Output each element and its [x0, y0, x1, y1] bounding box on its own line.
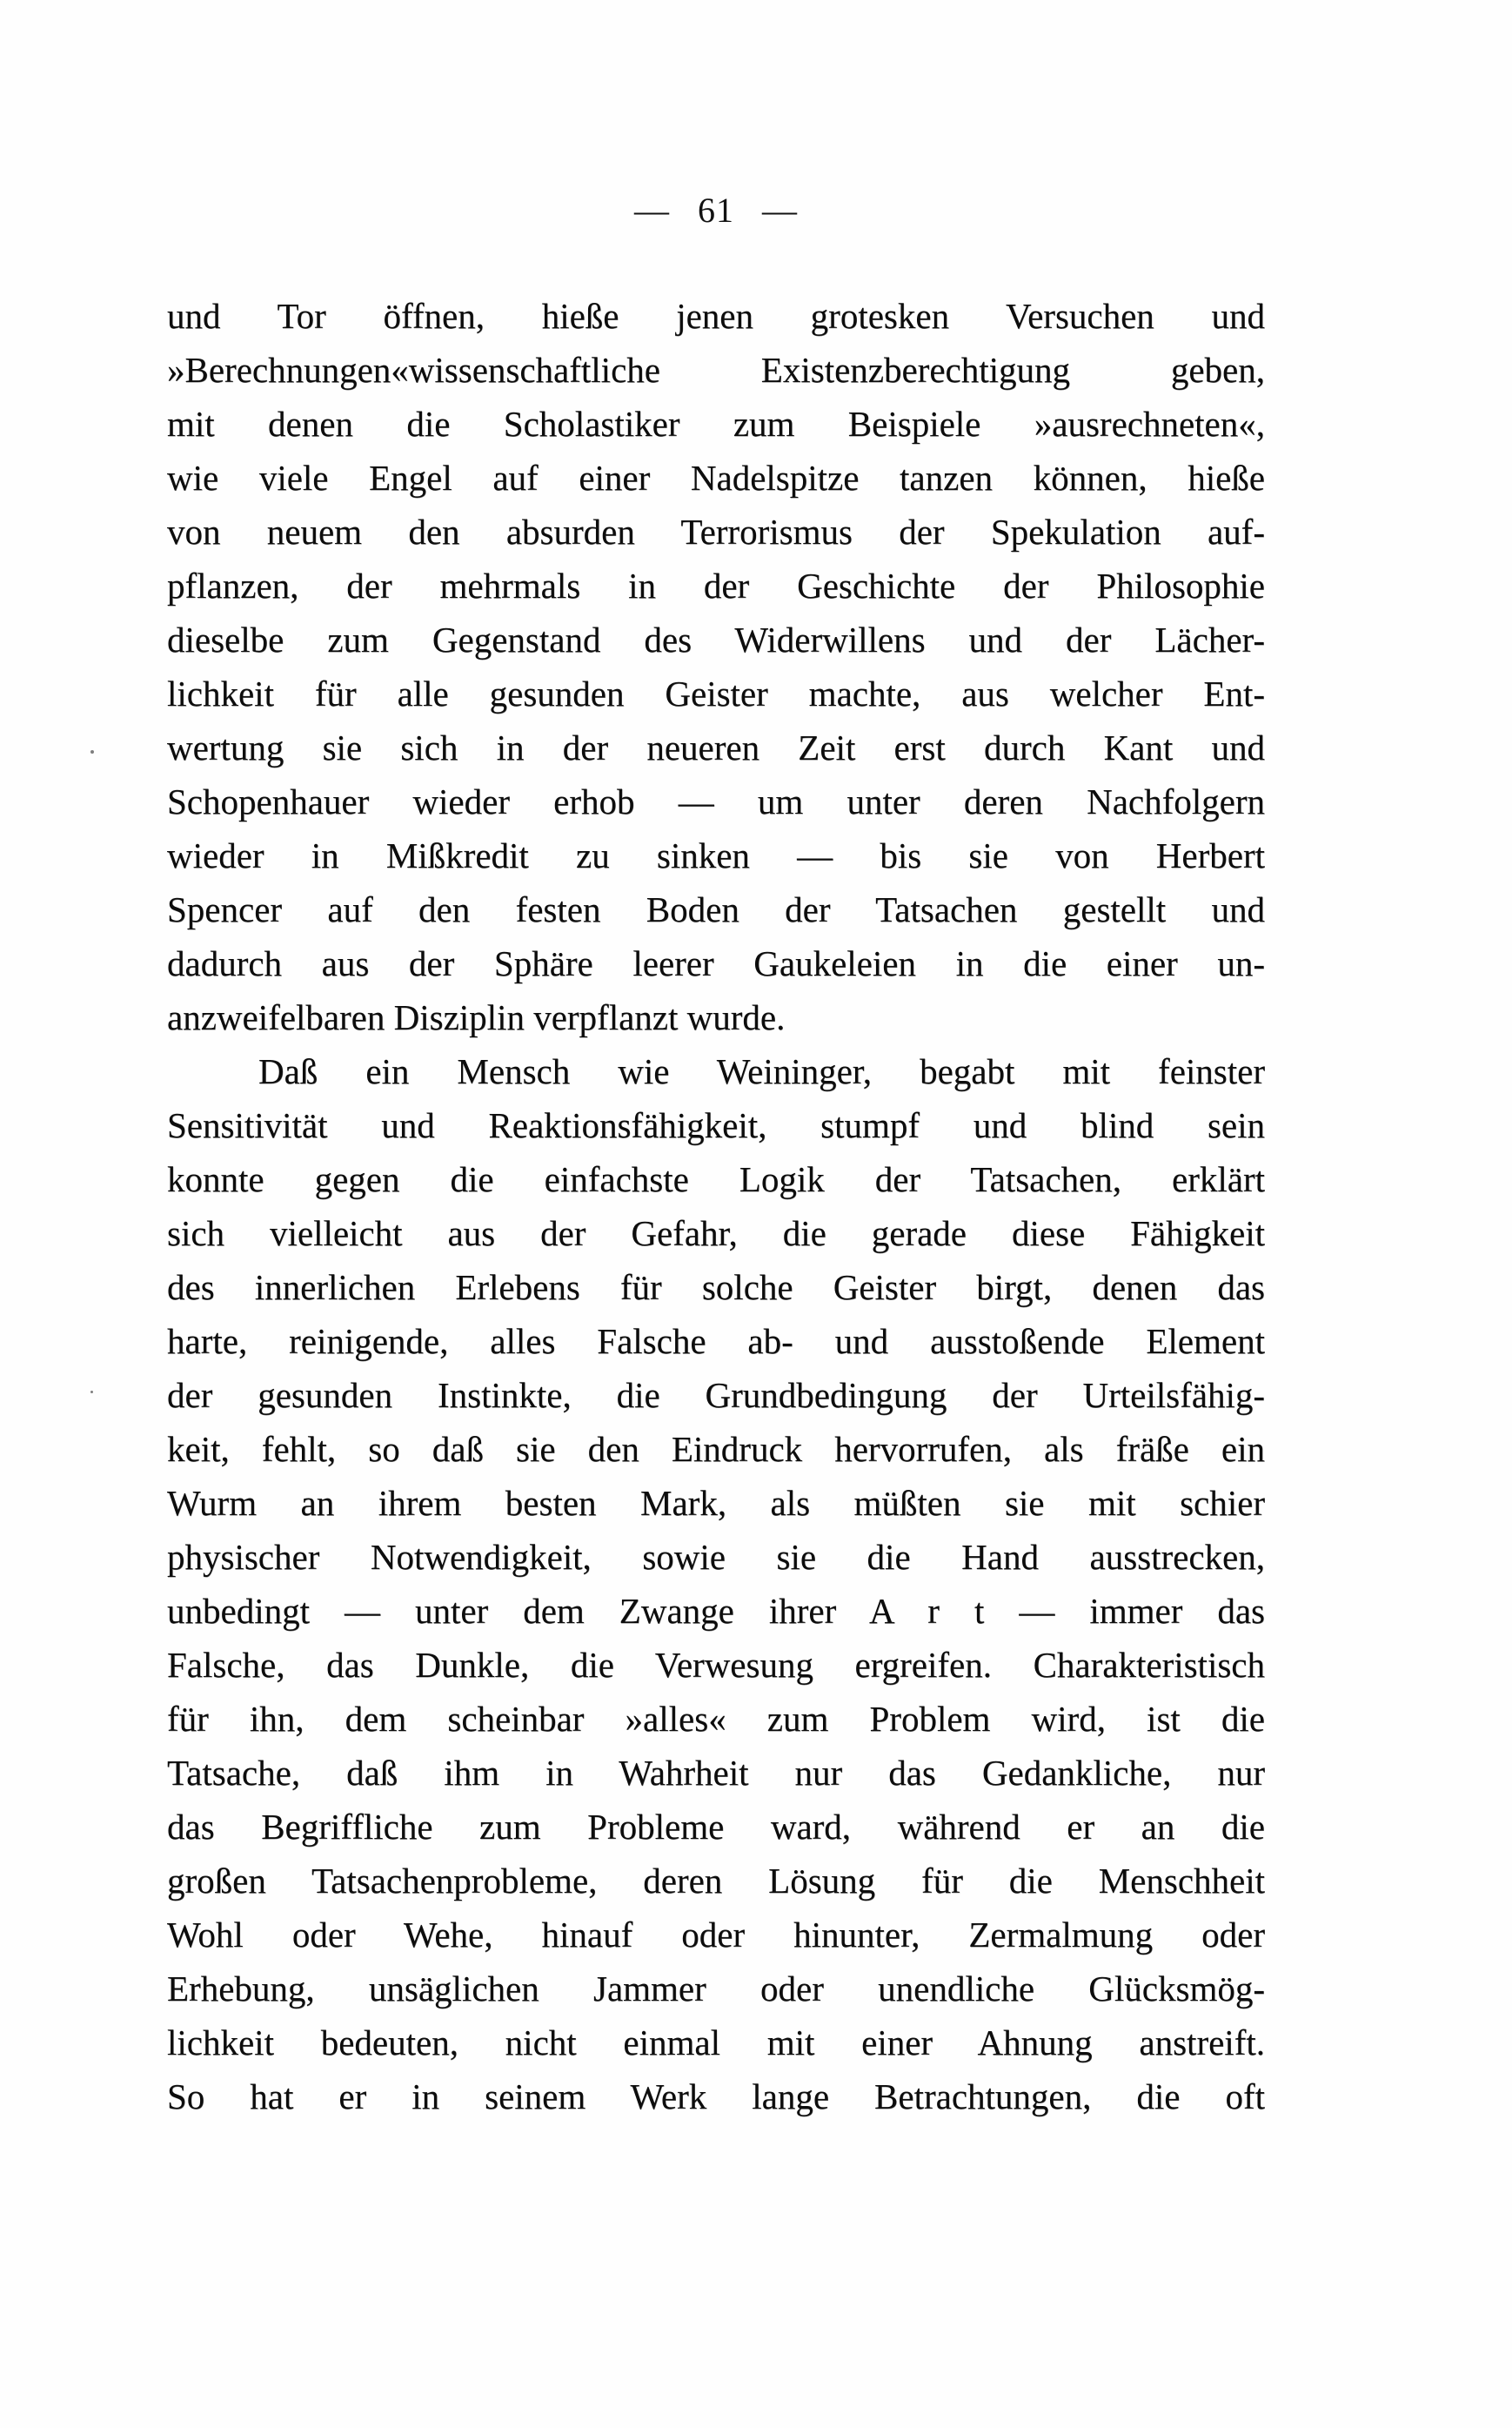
text-line: lichkeit bedeuten, nicht einmal mit einer Ahnung anstreift. [167, 2022, 1265, 2062]
text-line: Wurm an ihrem besten Mark, als müßten sie mit schier [167, 1483, 1265, 1523]
text-line: Schopenhauer wieder erhob — um unter deren Nachfolgern [167, 781, 1265, 822]
text-line: des innerlichen Erlebens für solche Geister birgt, denen das [167, 1267, 1265, 1307]
text-line: keit, fehlt, so daß sie den Eindruck hervorrufen, als fräße ein [167, 1429, 1265, 1469]
text-line: großen Tatsachenprobleme, deren Lösung für die Menschheit [167, 1861, 1265, 1901]
text-line: Spencer auf den festen Boden der Tatsachen gestellt und [167, 889, 1265, 929]
text-line: konnte gegen die einfachste Logik der Tatsachen, erklärt [167, 1159, 1265, 1199]
text-line: Wohl oder Wehe, hinauf oder hinunter, Zermalmung oder [167, 1915, 1265, 1955]
text-line: wie viele Engel auf einer Nadelspitze tanzen können, hieße [167, 458, 1265, 498]
paragraph-1 [167, 289, 1265, 1044]
text-line: So hat er in seinem Werk lange Betrachtungen, die oft [167, 2076, 1265, 2116]
text-line: Falsche, das Dunkle, die Verwesung ergreifen. Charakteristisch [167, 1645, 1265, 1685]
text-line: physischer Notwendigkeit, sowie sie die Hand ausstrecken, [167, 1537, 1265, 1577]
text-line: wieder in Mißkredit zu sinken — bis sie von Herbert [167, 835, 1265, 875]
page-header [167, 190, 1265, 231]
text-line: anzweifelbaren Disziplin verpflanzt wurde. [167, 997, 786, 1037]
text-line: mit denen die Scholastiker zum Beispiele »ausrechneten«, [167, 404, 1265, 444]
text-line: sich vielleicht aus der Gefahr, die gerade diese Fähigkeit [167, 1213, 1265, 1253]
text-line: für ihn, dem scheinbar »alles« zum Problem wird, ist die [167, 1699, 1265, 1739]
text-line: harte, reinigende, alles Falsche ab- und ausstoßende Element [167, 1321, 1265, 1361]
text-line: das Begriffliche zum Probleme ward, während er an die [167, 1807, 1265, 1847]
text-line: und Tor öffnen, hieße jenen grotesken Versuchen und [167, 296, 1265, 336]
text-line: Tatsache, daß ihm in Wahrheit nur das Gedankliche, nur [167, 1753, 1265, 1793]
text-line: »Berechnungen«wissenschaftliche Existenzberechtigung geben, [167, 350, 1265, 390]
text-line: dieselbe zum Gegenstand des Widerwillens und der Lächer- [167, 620, 1265, 660]
text-line: dadurch aus der Sphäre leerer Gaukeleien in die einer un- [167, 943, 1265, 983]
text-line: Sensitivität und Reaktionsfähigkeit, stumpf und blind sein [167, 1105, 1265, 1145]
paragraph-2 [167, 1044, 1265, 2123]
text-line: unbedingt — unter dem Zwange ihrer A r t — immer das [167, 1591, 1265, 1631]
text-line: pflanzen, der mehrmals in der Geschichte der Philosophie [167, 566, 1265, 606]
text-line: der gesunden Instinkte, die Grundbedingung der Urteilsfähig- [167, 1375, 1265, 1415]
scan-speck [90, 1391, 93, 1393]
text-line: Erhebung, unsäglichen Jammer oder unendliche Glücksmög- [167, 1969, 1265, 2009]
header-dash-left: — [634, 191, 670, 230]
text-line: von neuem den absurden Terrorismus der Spekulation auf- [167, 512, 1265, 552]
text-line: lichkeit für alle gesunden Geister machte, aus welcher Ent- [167, 674, 1265, 714]
scan-speck [90, 750, 94, 754]
text-line: wertung sie sich in der neueren Zeit erst durch Kant und [167, 728, 1265, 768]
text-block [167, 289, 1265, 2123]
text-line: Daß ein Mensch wie Weininger, begabt mit feinster [258, 1051, 1265, 1091]
page-number: 61 [698, 191, 734, 230]
header-dash-right: — [762, 191, 798, 230]
